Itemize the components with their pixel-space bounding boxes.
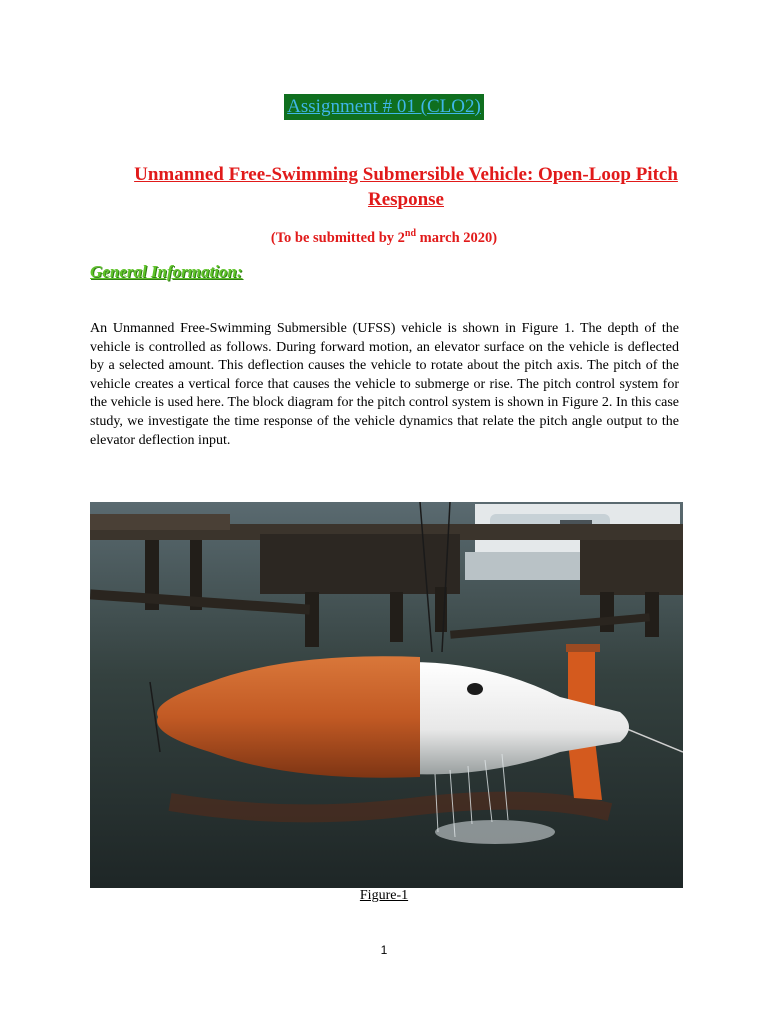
hull-porthole <box>467 683 483 695</box>
figure-caption: Figure-1 <box>359 888 409 903</box>
due-date-prefix: (To be submitted by 2 <box>270 229 405 246</box>
document-title: Unmanned Free-Swimming Submersible Vehicle: Open-Loop Pitch Response <box>134 164 678 210</box>
assignment-header-wrap <box>0 94 768 120</box>
water-splash <box>435 820 555 844</box>
due-date <box>0 228 768 247</box>
assignment-label: Assignment # 01 (CLO2) <box>284 94 484 120</box>
page-number: 1 <box>380 943 388 957</box>
due-date-suffix: march 2020) <box>416 229 498 246</box>
figure-1-photo <box>90 502 683 888</box>
section-heading: General Information: <box>90 262 243 281</box>
submersible-photo-illustration <box>90 502 683 888</box>
body-paragraph: An Unmanned Free-Swimming Submersible (UFSS) vehicle is shown in Figure 1. The depth of the vehicle is controlled as follows. During forward motion, an elevator surface on the vehicle is deflected by a selected amount. This deflection causes the vehicle to rotate about the pitch axis. The pitch of the vehicle creates a vertical force that causes the vehicle to submerge or rise. The pitch control system for the vehicle is used here. The block diagram for the pitch control system is shown in Figure 2. In this case study, we investigate the time response of the vehicle dynamics that relate the pitch angle output to the elevator deflection input. <box>90 321 679 448</box>
due-date-ordinal: nd <box>404 228 417 239</box>
